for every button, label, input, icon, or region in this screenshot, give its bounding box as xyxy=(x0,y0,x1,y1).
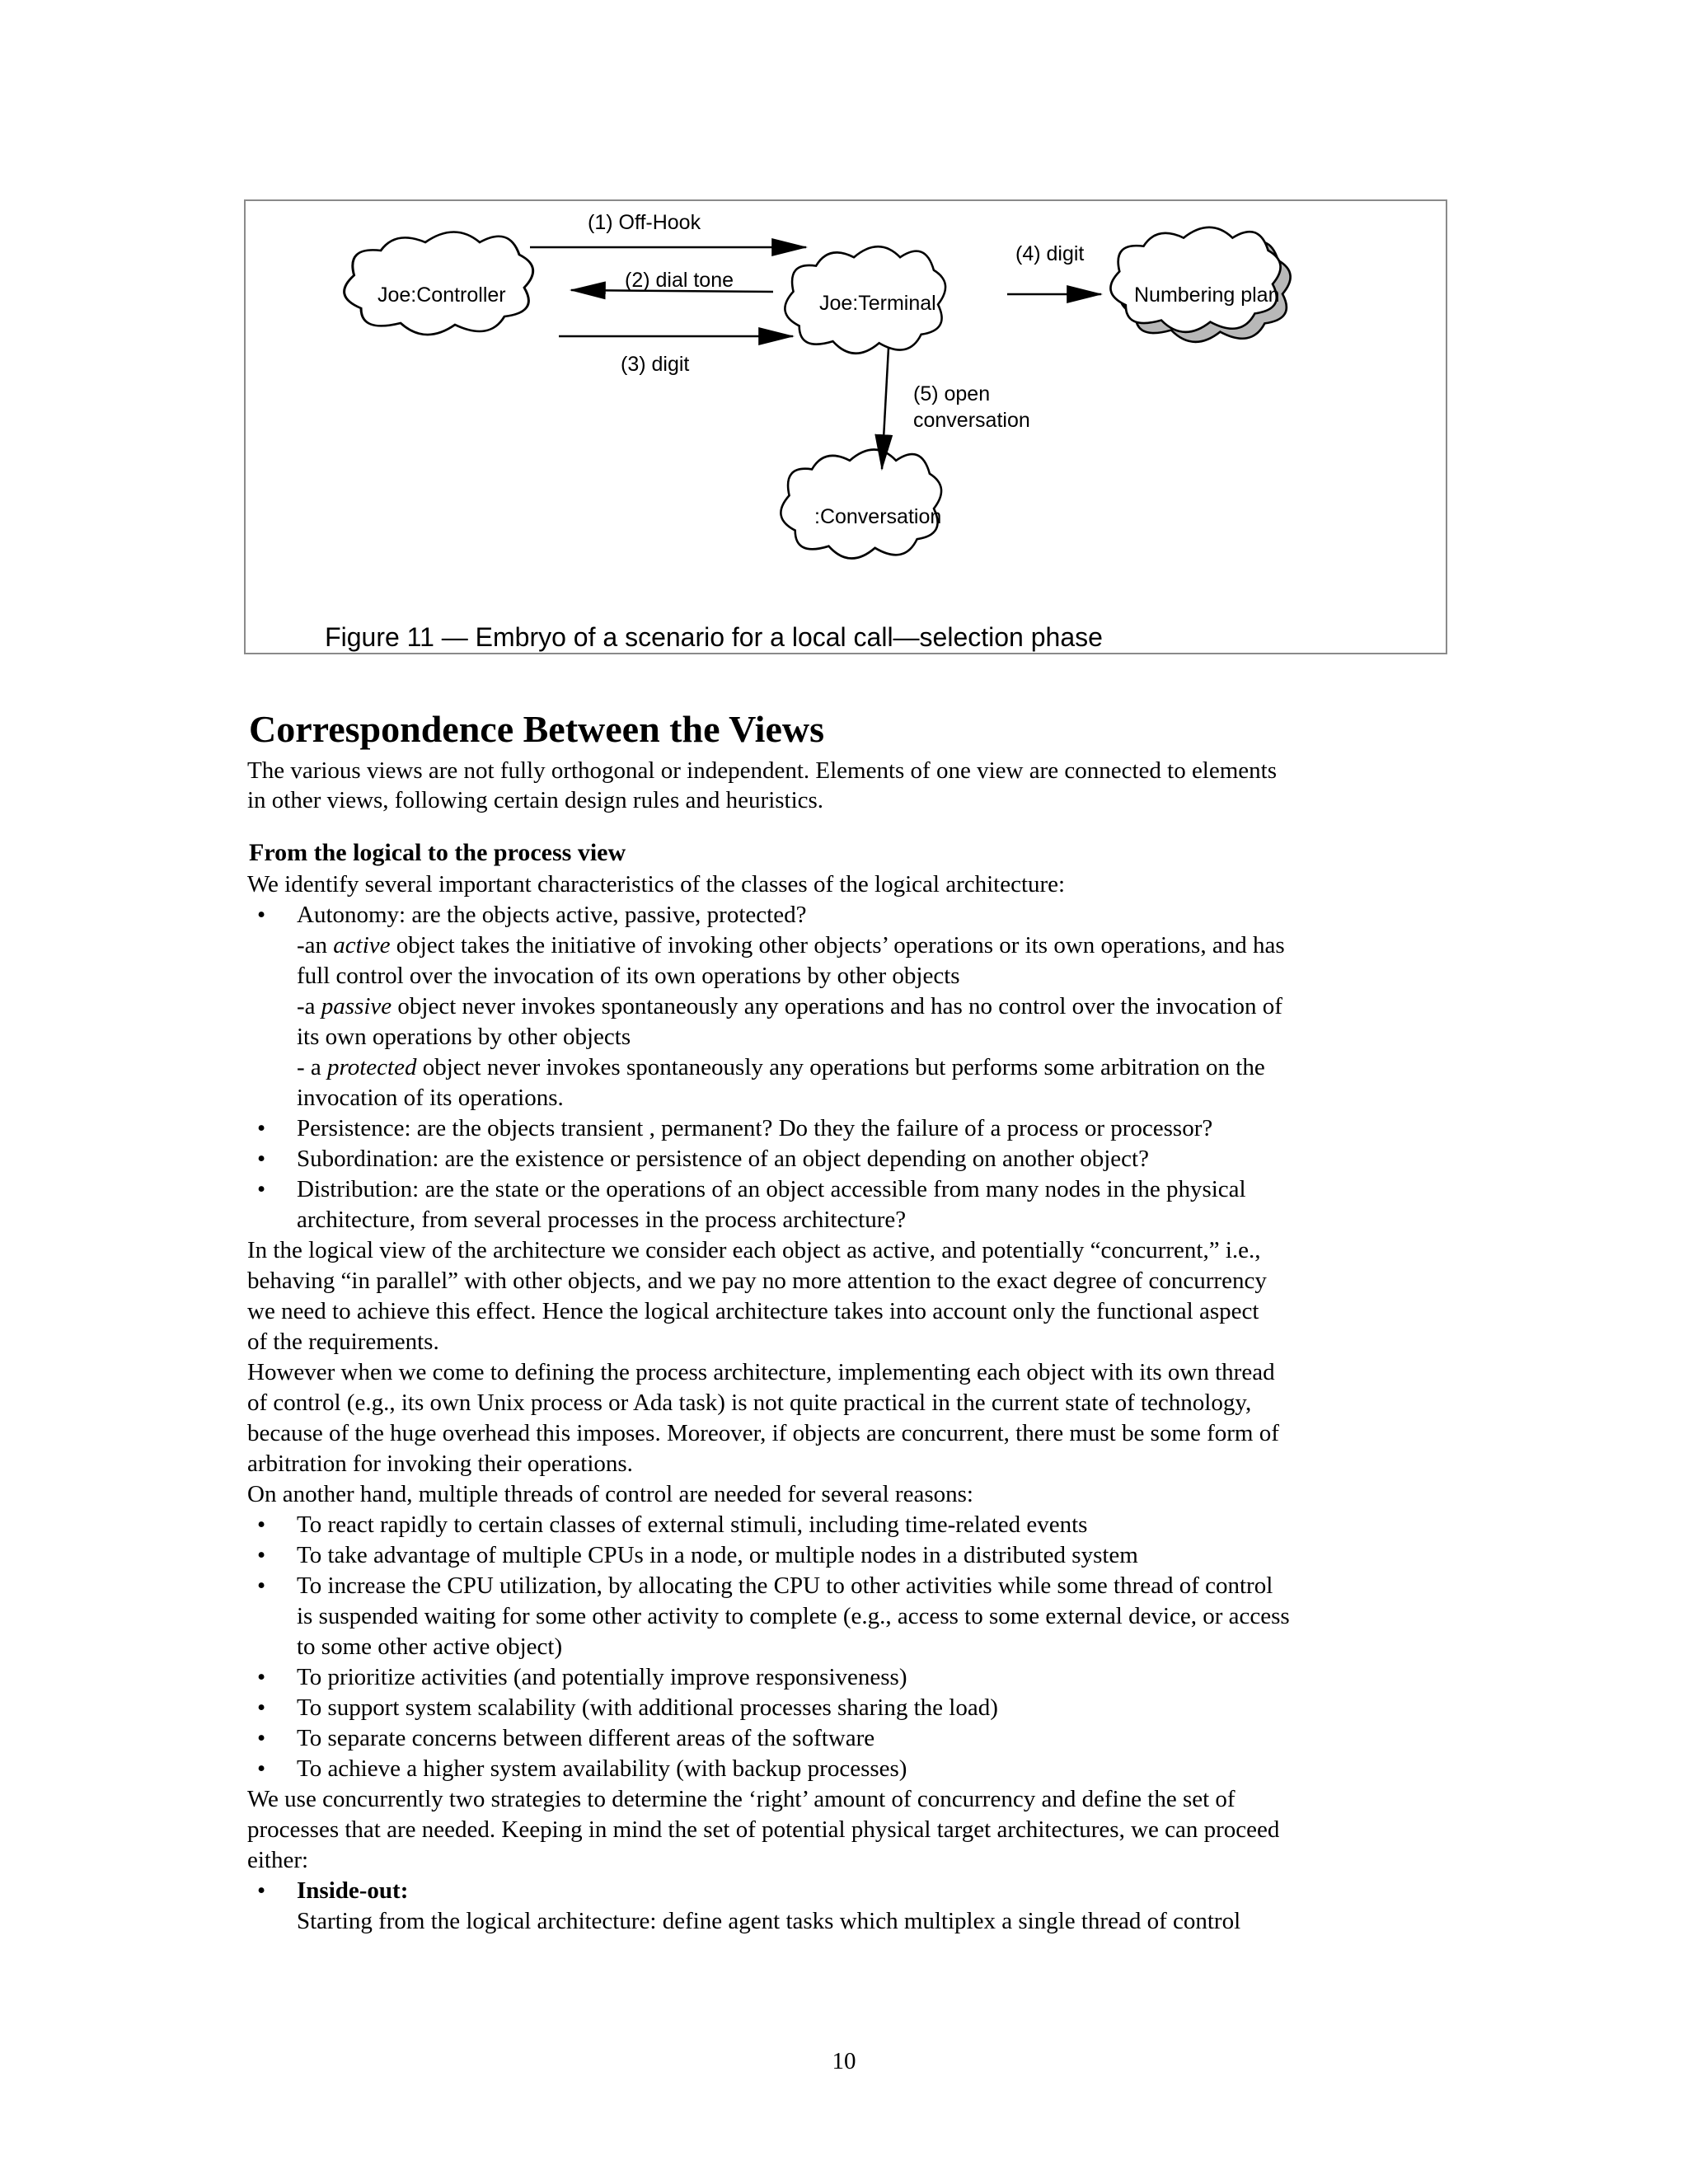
msg-dial-tone: (2) dial tone xyxy=(625,269,734,292)
reason-item: To react rapidly to certain classes of external stimuli, including time-related events xyxy=(297,1511,1088,1538)
bullet-marker: • xyxy=(257,1511,266,1538)
active-line-2: full control over the invocation of its own operations by other objects xyxy=(297,963,960,989)
persistence-item: Persistence: are the objects transient , permanent? Do they the failure of a process or processor? xyxy=(297,1115,1213,1141)
bullet-marker: • xyxy=(257,1542,266,1568)
conversation-label: :Conversation xyxy=(814,505,942,528)
page-number: 10 xyxy=(832,2048,856,2074)
msg-digit-3: (3) digit xyxy=(621,353,690,376)
msg-open: (5) open xyxy=(913,382,991,405)
passive-line-1: -a passive object never invokes spontaneously any operations and has no control over the invocation of xyxy=(297,993,1282,1019)
reason-item-cont: to some other active object) xyxy=(297,1633,563,1660)
intro-line-1: The various views are not fully orthogonal or independent. Elements of one view are connected to elements xyxy=(247,757,1278,784)
subsection-heading: From the logical to the process view xyxy=(249,839,626,866)
numbering-plan-label: Numbering plan xyxy=(1134,284,1280,307)
figure-11-box xyxy=(244,199,1447,654)
msg-off-hook: (1) Off-Hook xyxy=(588,211,701,234)
autonomy-title: Autonomy: are the objects active, passive, protected? xyxy=(297,902,807,928)
section-heading: Correspondence Between the Views xyxy=(249,708,824,750)
bullet-marker: • xyxy=(257,1694,266,1721)
reason-item: To increase the CPU utilization, by allocating the CPU to other activities while some thread of control xyxy=(297,1572,1273,1599)
controller-label: Joe:Controller xyxy=(377,284,506,307)
reason-item: To separate concerns between different areas of the software xyxy=(297,1725,875,1751)
logical-paragraph-line: we need to achieve this effect. Hence the logical architecture takes into account only the functional aspect xyxy=(247,1298,1259,1324)
conversation-cloud xyxy=(781,450,941,559)
bullet-marker: • xyxy=(257,1572,266,1599)
reason-item: To achieve a higher system availability (with backup processes) xyxy=(297,1755,907,1782)
bullet-marker: • xyxy=(257,1725,266,1751)
logical-paragraph-line: of the requirements. xyxy=(247,1329,439,1355)
reason-item: To take advantage of multiple CPUs in a node, or multiple nodes in a distributed system xyxy=(297,1542,1138,1568)
bullet-marker: • xyxy=(257,1176,266,1202)
strategies-paragraph-line: processes that are needed. Keeping in mind the set of potential physical target architectures, we can proceed xyxy=(247,1816,1280,1843)
subordination-item: Subordination: are the existence or persistence of an object depending on another object? xyxy=(297,1146,1149,1172)
inside-out-title: Inside-out: xyxy=(297,1877,409,1904)
strategies-paragraph-line: We use concurrently two strategies to determine the ‘right’ amount of concurrency and define the set of xyxy=(247,1786,1236,1812)
bullet-marker: • xyxy=(257,902,266,928)
distribution-item-cont: architecture, from several processes in the process architecture? xyxy=(297,1207,907,1233)
msg-digit-4: (4) digit xyxy=(1015,242,1085,265)
reason-item-cont: is suspended waiting for some other activity to complete (e.g., access to some external device, or access xyxy=(297,1603,1290,1629)
however-paragraph-line: However when we come to defining the process architecture, implementing each object with its own thread xyxy=(247,1359,1275,1385)
logical-paragraph-line: behaving “in parallel” with other objects, and we pay no more attention to the exact degree of concurrency xyxy=(247,1268,1267,1294)
bullet-marker: • xyxy=(257,1664,266,1690)
bullet-marker: • xyxy=(257,1877,266,1904)
intro-line-2: in other views, following certain design rules and heuristics. xyxy=(247,787,824,813)
another-hand-paragraph: On another hand, multiple threads of control are needed for several reasons: xyxy=(247,1481,973,1507)
reason-item: To support system scalability (with additional processes sharing the load) xyxy=(297,1694,998,1721)
however-paragraph-line: arbitration for invoking their operations. xyxy=(247,1451,633,1477)
bullet-marker: • xyxy=(257,1115,266,1141)
figure-caption: Figure 11 — Embryo of a scenario for a local call—selection phase xyxy=(325,622,1103,652)
msg-conversation: conversation xyxy=(913,409,1030,432)
however-paragraph-line: of control (e.g., its own Unix process or Ada task) is not quite practical in the current state of technology, xyxy=(247,1390,1252,1416)
strategies-paragraph-line: either: xyxy=(247,1847,309,1873)
bullet-marker: • xyxy=(257,1755,266,1782)
active-line-1: -an active object takes the initiative of invoking other objects’ operations or its own operations, and has xyxy=(297,932,1285,958)
passive-line-2: its own operations by other objects xyxy=(297,1024,631,1050)
logical-paragraph-line: In the logical view of the architecture we consider each object as active, and potentially “concurrent,” i.e., xyxy=(247,1237,1261,1263)
however-paragraph-line: because of the huge overhead this imposes. Moreover, if objects are concurrent, there must be some form of xyxy=(247,1420,1279,1446)
scenario-diagram xyxy=(246,201,1446,653)
bullet-marker: • xyxy=(257,1146,266,1172)
protected-line-1: - a protected object never invokes spontaneously any operations but performs some arbitration on the xyxy=(297,1054,1265,1080)
reason-item: To prioritize activities (and potentially improve responsiveness) xyxy=(297,1664,907,1690)
terminal-label: Joe:Terminal xyxy=(819,292,936,315)
inside-out-text: Starting from the logical architecture: define agent tasks which multiplex a single thread of control xyxy=(297,1908,1241,1934)
identify-paragraph: We identify several important characteristics of the classes of the logical architecture: xyxy=(247,871,1066,898)
protected-line-2: invocation of its operations. xyxy=(297,1085,564,1111)
distribution-item: Distribution: are the state or the operations of an object accessible from many nodes in the physical xyxy=(297,1176,1246,1202)
arrow-open-conversation xyxy=(882,348,889,469)
